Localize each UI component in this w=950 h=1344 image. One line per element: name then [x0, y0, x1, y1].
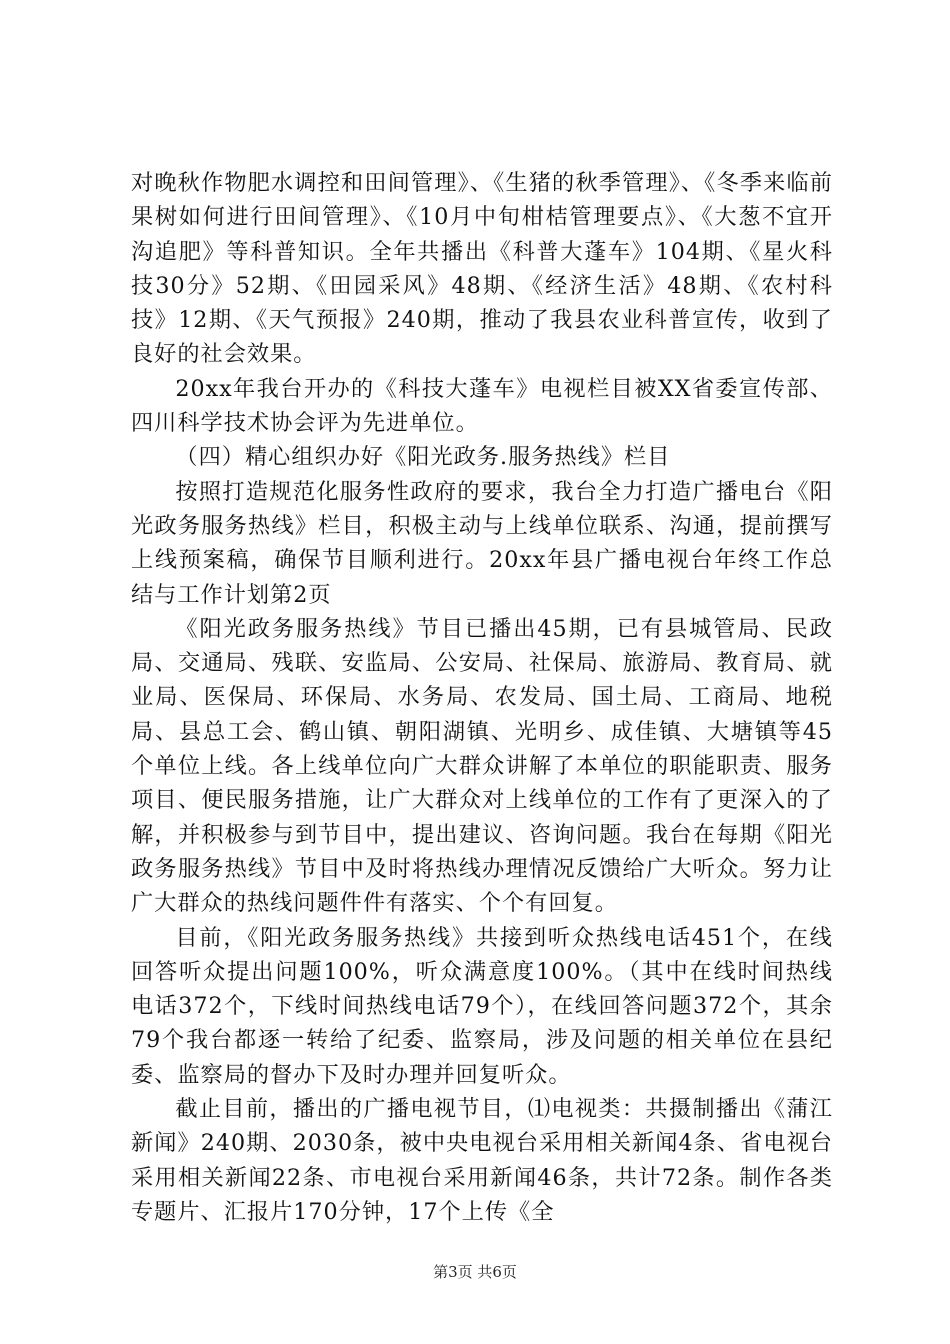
- paragraph-5: 目前，《阳光政务服务热线》共接到听众热线电话451个，在线回答听众提出问题100%，听众满意度100%。（其中在线时间热线电话372个，下线时间热线电话79个），在线回答问题372个，其余79个我台都逐一转给了纪委、监察局，涉及问题的相关单位在县纪委、监察局的督办下及时办理并回复听众。: [131, 924, 833, 1088]
- paragraph-3: 按照打造规范化服务性政府的要求，我台全力打造广播电台《阳光政务服务热线》栏目，积极主动与上线单位联系、沟通，提前撰写上线预案稿，确保节目顺利进行。20xx年县广播电视台年终工作总结与工作计划第2页: [131, 478, 833, 608]
- section-heading: （四）精心组织办好《阳光政务.服务热线》栏目: [175, 444, 671, 471]
- paragraph-1: 对晚秋作物肥水调控和田间管理》、《生猪的秋季管理》、《冬季来临前果树如何进行田间管理》、《10月中旬柑桔管理要点》、《大葱不宜开沟追肥》等科普知识。全年共播出《科普大蓬车》104期、《星火科技30分》52期、《田园采风》48期、《经济生活》48期、《农村科技》12期、《天气预报》240期，推动了我县农业科普宣传，收到了良好的社会效果。: [131, 170, 833, 368]
- page-footer: 第3页 共6页: [433, 1263, 517, 1281]
- paragraph-4: 《阳光政务服务热线》节目已播出45期，已有县城管局、民政局、交通局、残联、安监局、公安局、社保局、旅游局、教育局、就业局、医保局、环保局、水务局、农发局、国土局、工商局、地税局、县总工会、鹤山镇、朝阳湖镇、光明乡、成佳镇、大塘镇等45个单位上线。各上线单位向广大群众讲解了本单位的职能职责、服务项目、便民服务措施，让广大群众对上线单位的工作有了更深入的了解，并积极参与到节目中，提出建议、咨询问题。我台在每期《阳光政务服务热线》节目中及时将热线办理情况反馈给广大听众。努力让广大群众的热线问题件件有落实、个个有回复。: [131, 615, 833, 917]
- paragraph-6: 截止目前，播出的广播电视节目，⑴电视类：共摄制播出《蒲江新闻》240期、2030条，被中央电视台采用相关新闻4条、省电视台采用相关新闻22条、市电视台采用新闻46条，共计72条。制作各类专题片、汇报片170分钟，17个上传《全: [131, 1096, 833, 1225]
- document-body: [131, 166, 833, 1229]
- paragraph-2: 20xx年我台开办的《科技大蓬车》电视栏目被XX省委宣传部、四川科学技术协会评为先进单位。: [131, 375, 833, 437]
